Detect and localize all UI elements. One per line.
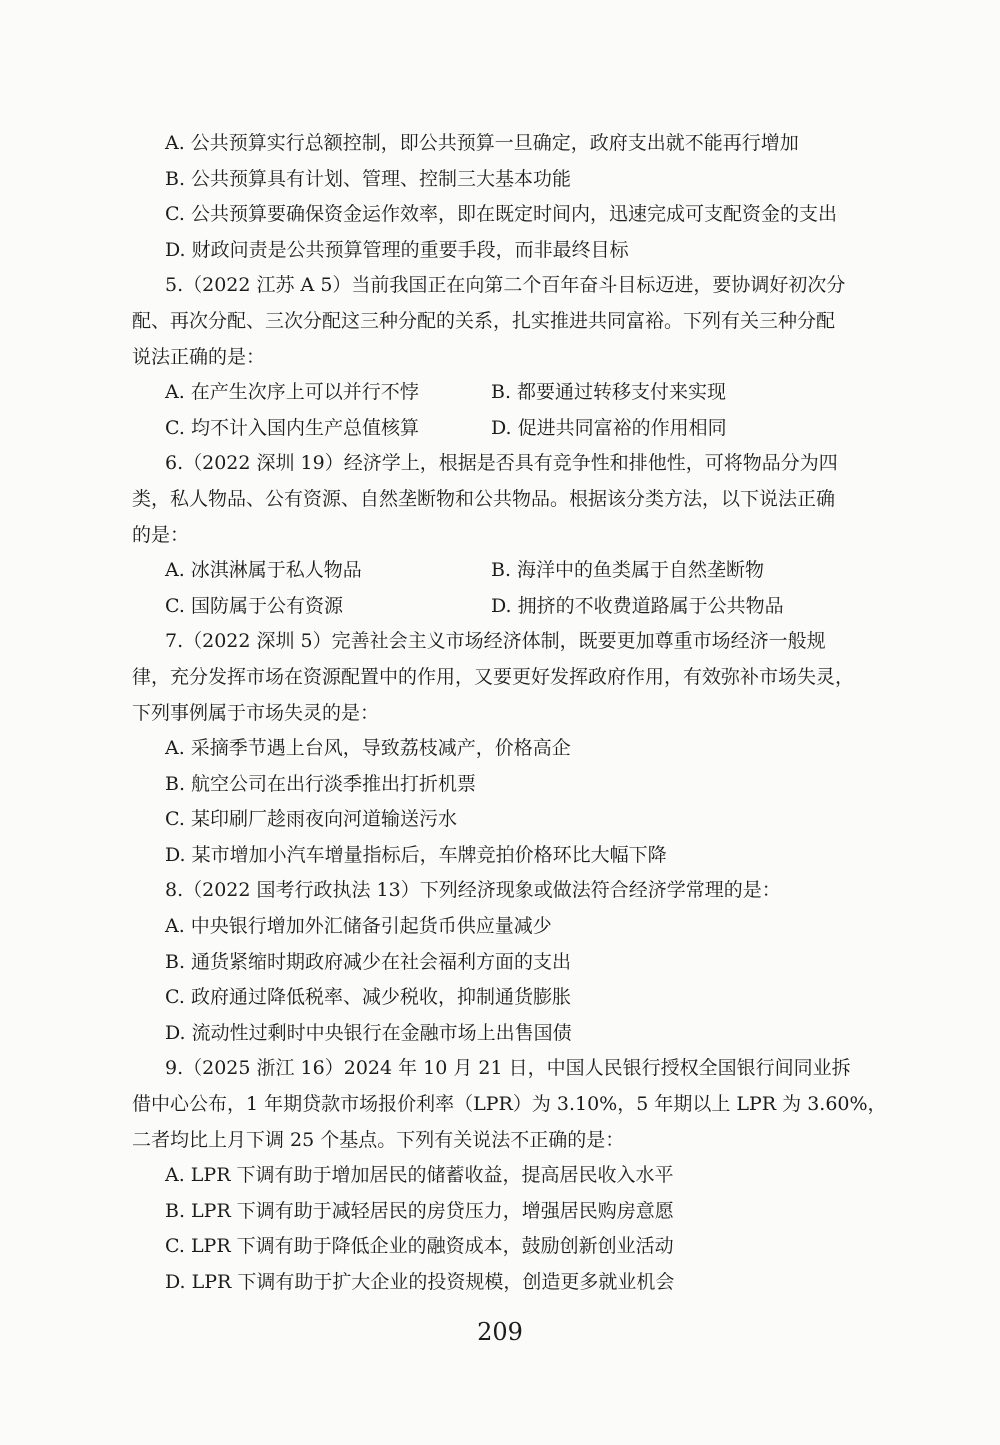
q6-stem-line-3: 的是： <box>132 523 190 546</box>
q8-stem-line-1: 8.（2022 国考行政执法 13）下列经济现象或做法符合经济学常理的是： <box>165 879 781 902</box>
q5-stem-line-2: 配、再次分配、三次分配这三种分配的关系，扎实推进共同富裕。下列有关三种分配 <box>132 309 836 332</box>
q5-options-row-1 <box>132 375 872 411</box>
q7-option-a: A. 采摘季节遇上台风，导致荔枝减产，价格高企 <box>165 737 571 760</box>
q7-option-c: C. 某印刷厂趁雨夜向河道输送污水 <box>165 808 457 831</box>
q4-option-a: A. 公共预算实行总额控制，即公共预算一旦确定，政府支出就不能再行增加 <box>165 132 799 154</box>
q6-stem-line-1: 6.（2022 深圳 19）经济学上，根据是否具有竞争性和排他性，可将物品分为四 <box>165 452 838 475</box>
q4-option-c: C. 公共预算要确保资金运作效率，即在既定时间内，迅速完成可支配资金的支出 <box>165 203 837 226</box>
q5-stem-line-3: 说法正确的是： <box>132 345 266 368</box>
q9-option-d: D. LPR 下调有助于扩大企业的投资规模，创造更多就业机会 <box>165 1271 675 1293</box>
q4-option-b: B. 公共预算具有计划、管理、控制三大基本功能 <box>165 167 572 190</box>
q6-options-row-2 <box>132 589 872 625</box>
q8-option-a: A. 中央银行增加外汇储备引起货币供应量减少 <box>165 915 552 938</box>
q9-stem-line-2: 借中心公布，1 年期贷款市场报价利率（LPR）为 3.10%，5 年期以上 LPR 为 3.60%， <box>132 1093 887 1116</box>
q9-stem-line-3: 二者均比上月下调 25 个基点。下列有关说法不正确的是： <box>132 1128 625 1151</box>
q8-option-c: C. 政府通过降低税率、减少税收，抑制通货膨胀 <box>165 986 571 1009</box>
q6-option-b: B. 海洋中的鱼类属于自然垄断物 <box>491 559 765 582</box>
q6-options-row-1 <box>132 553 872 589</box>
q5-option-d: D. 促进共同富裕的作用相同 <box>491 416 727 439</box>
q5-stem-line-1: 5.（2022 江苏 A 5）当前我国正在向第二个百年奋斗目标迈进，要协调好初次分 <box>165 274 846 297</box>
q6-stem-line-2: 类，私人物品、公有资源、自然垄断物和公共物品。根据该分类方法，以下说法正确 <box>132 487 836 510</box>
q6-option-d: D. 拥挤的不收费道路属于公共物品 <box>491 594 784 617</box>
q5-option-b: B. 都要通过转移支付来实现 <box>491 381 727 404</box>
question-list <box>132 126 887 1301</box>
q9-stem-line-1: 9.（2025 浙江 16）2024 年 10 月 21 日，中国人民银行授权全国银行间同业拆 <box>165 1057 851 1080</box>
q5-option-c: C. 均不计入国内生产总值核算 <box>165 416 419 439</box>
q8-option-d: D. 流动性过剩时中央银行在金融市场上出售国债 <box>165 1021 572 1044</box>
q4-option-d: D. 财政问责是公共预算管理的重要手段，而非最终目标 <box>165 238 629 261</box>
q7-stem-line-2: 律，充分发挥市场在资源配置中的作用，又要更好发挥政府作用，有效弥补市场失灵， <box>132 665 855 688</box>
q7-stem-line-3: 下列事例属于市场失灵的是： <box>132 701 380 724</box>
q7-option-d: D. 某市增加小汽车增量指标后，车牌竞拍价格环比大幅下降 <box>165 843 667 866</box>
q9-option-b: B. LPR 下调有助于减轻居民的房贷压力，增强居民购房意愿 <box>165 1199 674 1222</box>
q6-option-c: C. 国防属于公有资源 <box>165 594 343 617</box>
q7-option-b: B. 航空公司在出行淡季推出打折机票 <box>165 772 477 795</box>
q8-option-b: B. 通货紧缩时期政府减少在社会福利方面的支出 <box>165 950 572 973</box>
q5-option-a: A. 在产生次序上可以并行不悖 <box>165 381 419 404</box>
q5-options-row-2 <box>132 411 872 447</box>
q9-option-c: C. LPR 下调有助于降低企业的融资成本，鼓励创新创业活动 <box>165 1235 674 1258</box>
q6-option-a: A. 冰淇淋属于私人物品 <box>165 559 362 582</box>
q7-stem-line-1: 7.（2022 深圳 5）完善社会主义市场经济体制，既要更加尊重市场经济一般规 <box>165 630 826 653</box>
q9-option-a: A. LPR 下调有助于增加居民的储蓄收益，提高居民收入水平 <box>165 1164 674 1187</box>
page-number: 209 <box>477 1318 523 1346</box>
